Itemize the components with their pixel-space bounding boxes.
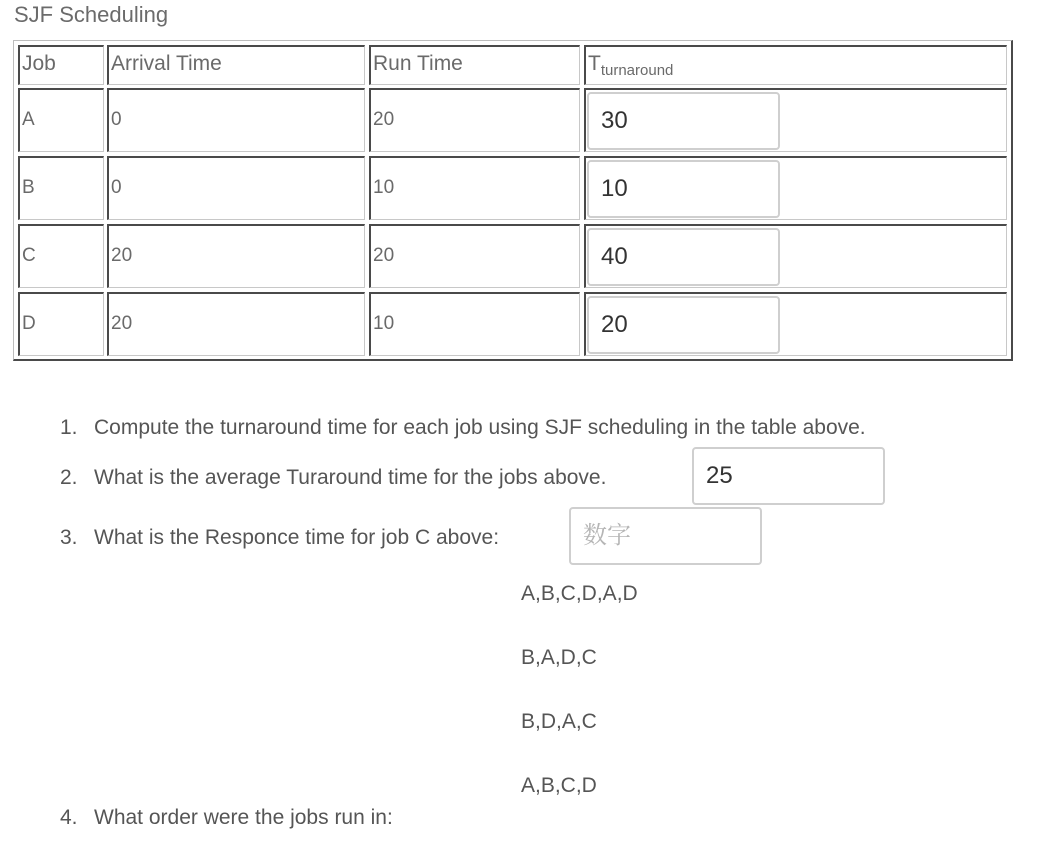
row-a-run <box>369 88 580 152</box>
row-c-job <box>18 224 104 288</box>
row-c-arrival <box>107 224 365 288</box>
question-number: 3. <box>60 526 78 549</box>
header-run-time <box>369 45 580 85</box>
question-number: 4. <box>60 806 78 829</box>
run-cell: 10 <box>373 313 395 334</box>
row-d-job <box>18 292 104 356</box>
question-text: What order were the jobs run in: <box>94 806 393 829</box>
job-cell: D <box>22 313 36 334</box>
row-b-run <box>369 156 580 220</box>
sjf-table <box>13 40 1013 361</box>
header-job <box>18 45 104 85</box>
row-a-turnaround <box>584 88 1007 152</box>
arrival-cell: 20 <box>111 245 133 266</box>
order-option-1[interactable]: A,B,C,D,A,D <box>521 582 638 605</box>
header-turnaround-subscript: turnaround <box>600 62 674 79</box>
row-b-job <box>18 156 104 220</box>
question-2 <box>60 465 606 491</box>
average-turnaround-input[interactable]: 25 <box>692 447 885 505</box>
row-a-job <box>18 88 104 152</box>
header-turnaround-main: T <box>588 52 601 75</box>
job-cell: A <box>22 109 35 130</box>
question-number: 1. <box>60 416 78 439</box>
header-turnaround-label <box>588 51 673 79</box>
row-d-turnaround <box>584 292 1007 356</box>
header-arrival-time-label: Arrival Time <box>111 52 222 75</box>
arrival-cell: 20 <box>111 313 133 334</box>
page-title: SJF Scheduling <box>14 2 169 27</box>
question-4 <box>60 805 393 831</box>
row-a-arrival <box>107 88 365 152</box>
arrival-cell: 0 <box>111 177 122 198</box>
order-option-4[interactable]: A,B,C,D <box>521 774 597 797</box>
row-c-run <box>369 224 580 288</box>
question-number: 2. <box>60 466 78 489</box>
row-b-arrival <box>107 156 365 220</box>
job-cell: C <box>22 245 36 266</box>
row-d-run <box>369 292 580 356</box>
turnaround-input-d[interactable]: 20 <box>587 296 780 354</box>
arrival-cell: 0 <box>111 109 122 130</box>
row-b-turnaround <box>584 156 1007 220</box>
question-text: Compute the turnaround time for each job using SJF scheduling in the table above. <box>94 416 866 439</box>
order-option-3[interactable]: B,D,A,C <box>521 710 597 733</box>
question-text: What is the Responce time for job C above: <box>94 526 500 549</box>
question-text: What is the average Turaround time for the jobs above. <box>94 466 607 489</box>
job-cell: B <box>22 177 35 198</box>
header-arrival-time <box>107 45 365 85</box>
run-cell: 10 <box>373 177 395 198</box>
row-c-turnaround <box>584 224 1007 288</box>
question-1 <box>60 415 866 441</box>
order-option-2[interactable]: B,A,D,C <box>521 646 597 669</box>
response-time-input[interactable]: 数字 <box>569 507 762 565</box>
run-cell: 20 <box>373 245 395 266</box>
header-job-label: Job <box>22 52 56 75</box>
question-3 <box>60 525 499 551</box>
header-run-time-label: Run Time <box>373 52 463 75</box>
turnaround-input-a[interactable]: 30 <box>587 92 780 150</box>
row-d-arrival <box>107 292 365 356</box>
header-turnaround <box>584 45 1007 85</box>
turnaround-input-b[interactable]: 10 <box>587 160 780 218</box>
turnaround-input-c[interactable]: 40 <box>587 228 780 286</box>
run-cell: 20 <box>373 109 395 130</box>
